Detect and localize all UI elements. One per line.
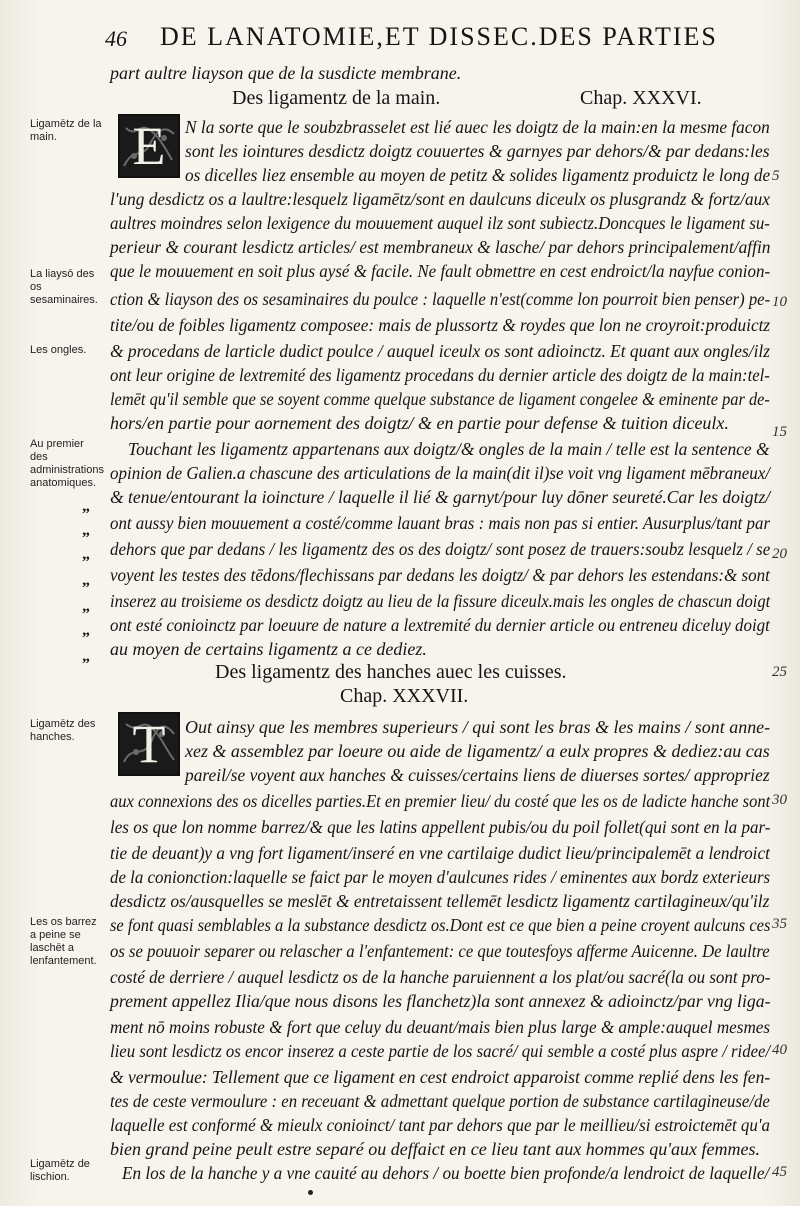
line-number: 5: [772, 168, 780, 184]
text-line: part aultre liayson que de la susdicte membrane.: [110, 63, 462, 83]
quote-mark: „: [82, 522, 90, 539]
text-line: inserez au troisieme os desdictz doigtz au lieu de la fissure diceulx.mais les ongles de chascun doigt: [110, 591, 771, 611]
line-number: 35: [772, 916, 787, 932]
margin-note: Ligamētz des hanches.: [30, 718, 96, 743]
line-number: 15: [772, 424, 787, 440]
text-line: desdictz os/ausquelles se meslēt & entretaissent tellemēt lesdictz ligamentz cartilagineux/qu'ilz: [110, 891, 770, 911]
chapter-number: Chap. XXXVII.: [340, 685, 469, 707]
text-line: ont leur origine de lextremité des ligamentz procedans du dernier article des doigtz de la main:tel-: [110, 365, 770, 385]
margin-note: La liaysō des os sesaminaires.: [30, 268, 98, 306]
line-number: 10: [772, 294, 787, 310]
text-line: bien grand peine peult estre separé ou deffaict en ce lieu tant aux hommes qu'aux femmes.: [110, 1139, 761, 1159]
text-line: lieu sont lesdictz os encor inserez a ceste partie de los sacré/ qui semble a costé plus aspre / ridee/: [110, 1041, 771, 1061]
line-number: 30: [772, 792, 787, 808]
initial-letter: T: [132, 714, 166, 774]
margin-note: Ligamētz de lischion.: [30, 1158, 90, 1183]
text-line: tie de deuant)y a vng fort ligament/inseré en vne cartilaige dudict lieu/principalemēt a lendroict: [110, 843, 770, 863]
quote-mark: „: [82, 648, 90, 665]
text-line: ont esté conioinctz par loeuure de nature a lextremité du dernier article ou entreneu diceluy doigt: [110, 615, 770, 635]
line-number: 45: [772, 1164, 787, 1180]
text-line: aux connexions des os dicelles parties.Et en premier lieu/ du costé que les os de ladicte hanche sont: [110, 791, 771, 811]
text-line: hors/en partie pour aornement des doigtz/ & en partie pour defense & tuition diceulx.: [110, 413, 729, 433]
quote-mark: „: [82, 598, 90, 615]
initial-letter: E: [132, 116, 166, 176]
text-line: pareil/se voyent aux hanches & cuisses/certains liens de diuerses sortes/ appropriez: [185, 765, 770, 785]
text-line: opinion de Galien.a chascune des articulations de la main(dit il)se voit vng ligament mēbraneux/: [110, 463, 770, 483]
margin-note: Au premier des administrations anatomiques.: [30, 438, 104, 489]
section-heading: Des ligamentz de la main.: [232, 87, 441, 109]
text-line: ment nō moins robuste & fort que celuy du deuant/mais bien plus large & ample:auquel mesmes: [110, 1017, 771, 1037]
text-line: les os que lon nomme barrez/& que les latins appellent pubis/ou du poil follet(qui sont en la par-: [110, 817, 771, 837]
text-line: xez & assemblez par loeure ou aide de ligamentz/ a eulx propres & dediez:au cas: [185, 741, 770, 761]
text-line: En los de la hanche y a vne cauité au dehors / ou boette bien profonde/a lendroict de laquelle/: [122, 1163, 770, 1183]
text-line: ont aussy bien mouuement a costé/comme lauant bras : mais non pas si entier. Ausurplus/tant par: [110, 513, 771, 533]
text-line: prement appellez Ilia/que nous disons les flanchetz)la sont annexez & adioinctz/par vng liga-: [110, 991, 771, 1011]
text-line: dehors que par dedans / les ligamentz des os des doigtz/ sont posez de trauers:soubz lesquelz / se: [110, 539, 771, 559]
chapter-number: Chap. XXXVI.: [580, 87, 702, 109]
margin-note: Les ongles.: [30, 344, 87, 356]
ink-dot: [308, 1190, 313, 1195]
text-line: tes de ceste vermoulure : en receuant & admettant quelque portion de substance cartilagineuse/de: [110, 1091, 770, 1111]
text-line: l'ung desdictz os a laultre:lesquelz ligamētz/sont en daulcuns diceulx os plusgrandz & fortz/aux: [110, 189, 770, 209]
margin-note: Ligamētz de la main.: [30, 118, 102, 143]
running-title: DE LANATOMIE,ET DISSEC.DES PARTIES: [160, 22, 718, 51]
text-line: que le mouuement en soit plus aysé & facile. Ne fault obmettre en cest endroict/la nayfue conion-: [110, 261, 771, 281]
text-line: N la sorte que le soubzbrasselet est lié auec les doigtz de la main:en la mesme facon: [185, 117, 770, 137]
section-heading: Des ligamentz des hanches auec les cuisses.: [215, 661, 567, 683]
text-line: & vermoulue: Tellement que ce ligament en cest endroict apparoist comme replié dens les fen-: [110, 1067, 771, 1087]
text-line: sont les iointures desdictz doigtz couuertes & garnyes par dehors/& par dedans:les: [185, 141, 770, 161]
decorated-initial-t: [118, 712, 180, 776]
margin-note: Les os barrez a peine se laschēt a lenfantement.: [30, 916, 97, 967]
text-line: os se pouuoir separer ou relascher a l'enfantement: ce que toutesfoys afferme Auicenne. De laultre: [110, 941, 770, 961]
text-line: Touchant les ligamentz appartenans aux doigtz/& ongles de la main / telle est la sentence &: [128, 439, 770, 459]
text-line: tite/ou de foibles ligamentz composee: mais de plussortz & roydes que lon ne croyroit:produictz: [110, 315, 771, 335]
text-line: lemēt qu'il semble que se soyent comme quelque substance de ligament congelee & eminente par de-: [110, 389, 770, 409]
line-number: 40: [772, 1042, 787, 1058]
page-number: 46: [105, 26, 127, 51]
decorated-initial-e: [118, 114, 180, 178]
text-line: se font quasi semblables a la substance desdictz os.Dont est ce que bien a peine croyent aulcuns ces: [110, 915, 771, 935]
text-line: costé de derriere / auquel lesdictz os de la hanche paruiennent a los plat/ou sacré(la ou sont pro-: [110, 967, 771, 987]
text-line: de la conionction:laquelle se faict par le moyen d'aulcunes rides / eminentes aux bordz exterieurs: [110, 867, 771, 887]
quote-mark: „: [82, 498, 90, 515]
text-line: aultres moindres selon lexigence du mouuement auquel ilz sont subiectz.Doncques le ligament su-: [110, 213, 770, 233]
text-line: & procedans de larticle dudict poulce / auquel iceulx os sont adioinctz. Et quant aux ongles/ilz: [110, 341, 771, 361]
text-line: ction & liayson des os sesaminaires du poulce : laquelle n'est(comme lon pourroit bien penser) pe-: [110, 289, 771, 309]
text-line: perieur & courant lesdictz articles/ est membraneux & lasche/ par dehors principalement/affin: [110, 237, 771, 257]
line-number: 20: [772, 546, 787, 562]
line-number: 25: [772, 664, 787, 680]
text-line: au moyen de certains ligamentz a ce dediez.: [110, 639, 427, 659]
text-line: voyent les testes des tēdons/flechissans par dedans les doigtz/ & par dehors les estendans:& sont: [110, 565, 770, 585]
quote-mark: „: [82, 622, 90, 639]
quote-mark: „: [82, 546, 90, 563]
text-line: laquelle est conformé & mieulx conioinct/ tant par dehors que par le meillieu/si estroictemēt qu'a: [110, 1115, 770, 1135]
text-line: Out ainsy que les membres superieurs / qui sont les bras & les mains / sont anne-: [185, 717, 771, 737]
text-line: & tenue/entourant la ioincture / laquelle il lié & garnyt/pour luy dōner seureté.Car les doigtz/: [110, 487, 771, 507]
quote-mark: „: [82, 572, 90, 589]
text-line: os dicelles liez ensemble au moyen de petitz & solides ligamentz produictz le long de: [185, 165, 771, 185]
